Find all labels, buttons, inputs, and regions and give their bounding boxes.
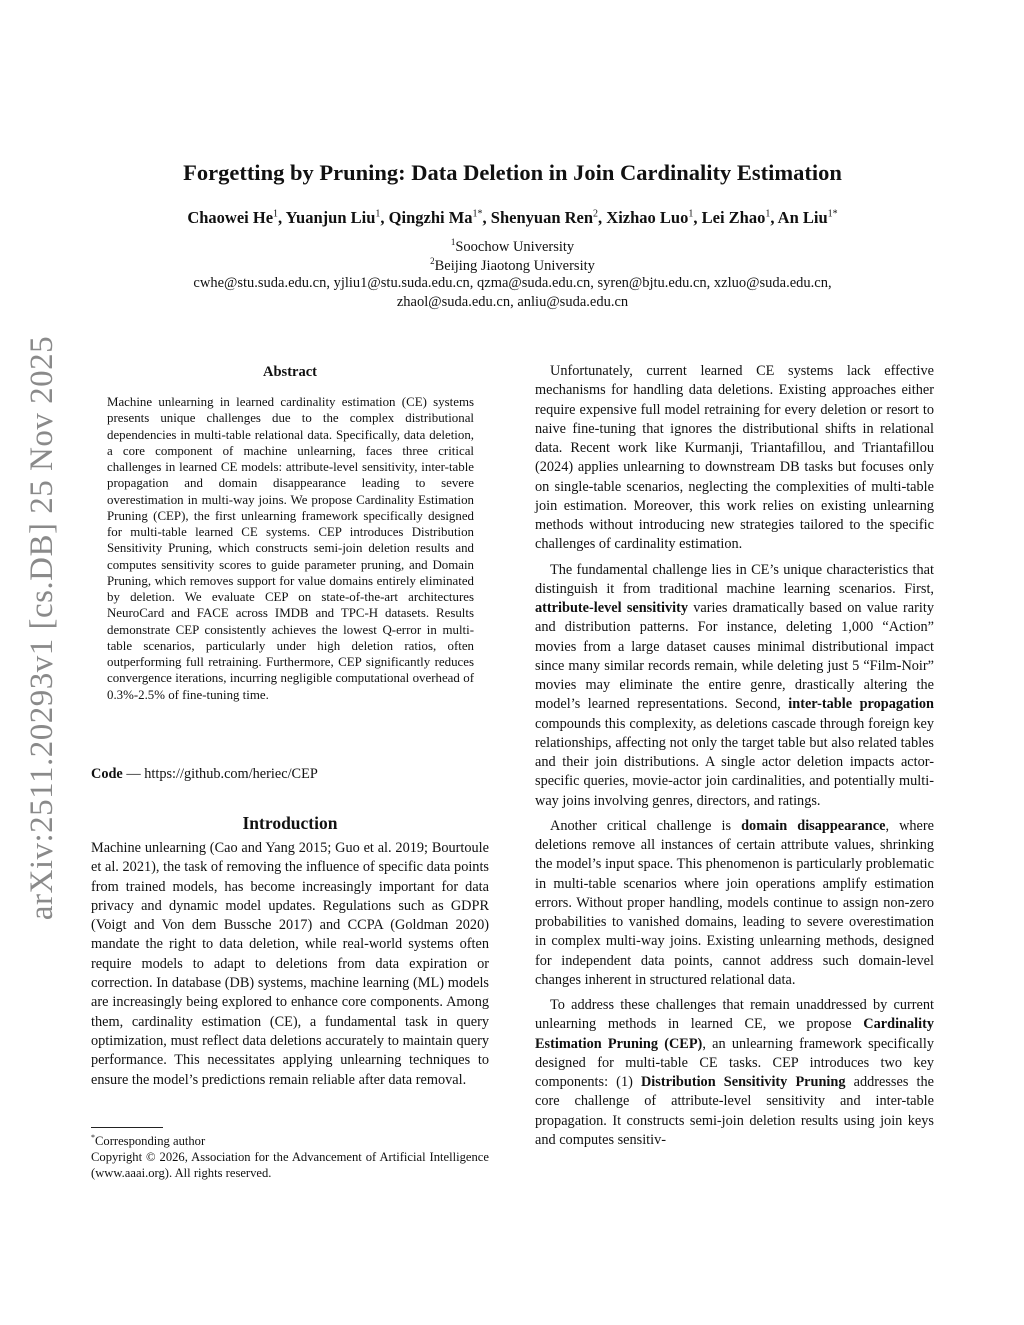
copyright-notice: Copyright © 2026, Association for the Advancement of Artificial Intelligence (www.aaai.org). All rights reserved.	[91, 1150, 489, 1181]
paper-title: Forgetting by Pruning: Data Deletion in Join Cardinality Estimation	[183, 160, 842, 185]
arxiv-sidebar-stamp	[14, 268, 70, 988]
footnote-rule	[91, 1127, 163, 1128]
footnotes	[91, 1130, 489, 1181]
abstract-body	[107, 394, 474, 703]
code-label: Code	[91, 766, 123, 782]
corresponding-author-note: *Corresponding author	[91, 1133, 206, 1149]
right-paragraph: Another critical challenge is domain disappearance, where deletions remove all instances of certain attribute values, shrinking the model’s input space. This phenomenon is particularly problematic in multi-table scenarios where join operations amplify estimation errors. Without proper handling, models continue to assign non-zero probabilities to vanished domains, leading to severe overestimation in complex multi-way joins. Existing unlearning methods, designed for independent data points, cannot address such domain-level changes inherent in structured relational data.	[535, 817, 935, 988]
email-list-line-1: cwhe@stu.suda.edu.cn, yjliu1@stu.suda.edu.cn, qzma@suda.edu.cn, syren@bjtu.edu.cn, xzluo@suda.edu.cn,	[193, 275, 832, 291]
right-paragraph: Unfortunately, current learned CE systems lack effective mechanisms for handling data deletions. Existing approaches either require expensive full model retraining for every deletion or resort to naive fine-tuning that ignores the distributional shifts in relational data. Recent work like Kurmanji, Triantafillou, and Triantafillou (2024) applies unlearning to downstream DB tasks but focuses only on single-table scenarios, neglecting the complexities of multi-table join estimation. Moreover, this work relies on existing unlearning methods without introducing new strategies tailored to the specific challenges of cardinality estimation.	[535, 363, 934, 553]
affiliation-2: $^2$Beijing Jiaotong University	[430, 256, 595, 274]
right-column-body	[535, 362, 934, 1156]
code-separator: —	[122, 766, 145, 782]
author-list: Chaowei He$^1$, Yuanjun Liu$^1$, Qingzhi $Ma^{1*}$, Shenyuan Ren$^2$, Xizhao Luo$^1$, Lei Zhao$^1$, An Liu$^{1*}$	[187, 208, 838, 227]
affiliation-1: $^1$Soochow University	[450, 237, 575, 255]
right-paragraph: The fundamental challenge lies in CE’s unique characteristics that distinguish it from traditional machine learning scenarios. First, attribute-level sensitivity varies dramatically based on value rarity and distribution patterns. For instance, deleting 1,000 “Action” movies from a large dataset causes minimal distributional impact since many similar records remain, while deleting just 5 “Film-Noir” movies may eliminate the entire genre, drastically altering the model’s learned representations. Second, inter-table propagation compounds this complexity, as deletions cascade through foreign key relationships, affecting not only the target table but also related tables and their join distributions. A single actor deletion impacts actor-specific queries, movie-actor join cardinalities, and potentially multi-way joins involving genres, directors, and ratings.	[535, 561, 934, 809]
arxiv-identifier: arXiv:2511.20293v1 [cs.DB] 25 Nov 2025	[23, 335, 60, 921]
introduction-heading: Introduction	[242, 813, 338, 833]
code-link-line	[91, 766, 489, 783]
email-list-line-2: zhaol@suda.edu.cn, anliu@suda.edu.cn	[396, 294, 629, 310]
introduction-body	[91, 839, 489, 1090]
abstract-heading: Abstract	[263, 364, 317, 380]
right-paragraph: To address these challenges that remain unaddressed by current unlearning methods in learned CE, we propose Cardinality Estimation Pruning (CEP), an unlearning framework specifically designed for multi-table CE tasks. CEP introduces two key components: (1) Distribution Sensitivity Pruning addresses the core challenge of attribute-level sensitivity and inter-table propagation. It constructs semi-join deletion results using join keys and computes sensitiv-	[535, 997, 934, 1148]
introduction-paragraph: Machine unlearning (Cao and Yang 2015; Guo et al. 2019; Bourtoule et al. 2021), the task of removing the influence of specific data points from trained models, has become increasingly important for data privacy and dynamic model updates. Regulations such as GDPR (Voigt and Von dem Bussche 2017) and CCPA (Goldman 2020) mandate the right to data deletion, while real-world systems often require models to adapt to deletions from data expiration or correction. In database (DB) systems, machine learning (ML) models are increasingly being explored to enhance core components. Among them, cardinality estimation (CE), a fundamental task in query optimization, must reflect data deletions accurately to maintain query performance. This necessitates applying unlearning techniques to ensure the model’s predictions remain reliable after data removal.	[91, 840, 489, 1088]
abstract-text: Machine unlearning in learned cardinality estimation (CE) systems presents unique challenges due to the complex distributional dependencies in multi-table relational data. Specifically, data deletion, a core component of machine unlearning, faces three critical challenges in learned CE models: attribute-level sensitivity, inter-table propagation and domain disappearance leading to severe overestimation in multi-way joins. We propose Cardinality Estimation Pruning (CEP), the first unlearning framework specifically designed for multi-table learned CE systems. CEP introduces Distribution Sensitivity Pruning, which constructs semi-join deletion results and computes sensitivity scores to guide parameter pruning, and Domain Pruning, which removes support for value domains entirely eliminated by deletion. We evaluate CEP on state-of-the-art architectures NeuroCard and FACE across IMDB and TPC-H datasets. Results demonstrate CEP consistently achieves the lowest Q-error in multi-table scenarios, particularly under high deletion ratios, often outperforming full retraining. Furthermore, CEP significantly reduces convergence iterations, incurring negligible computational overhead of 0.3%-2.5% of fine-tuning time.	[107, 395, 474, 702]
code-url-link[interactable]: https://github.com/heriec/CEP	[144, 766, 318, 782]
